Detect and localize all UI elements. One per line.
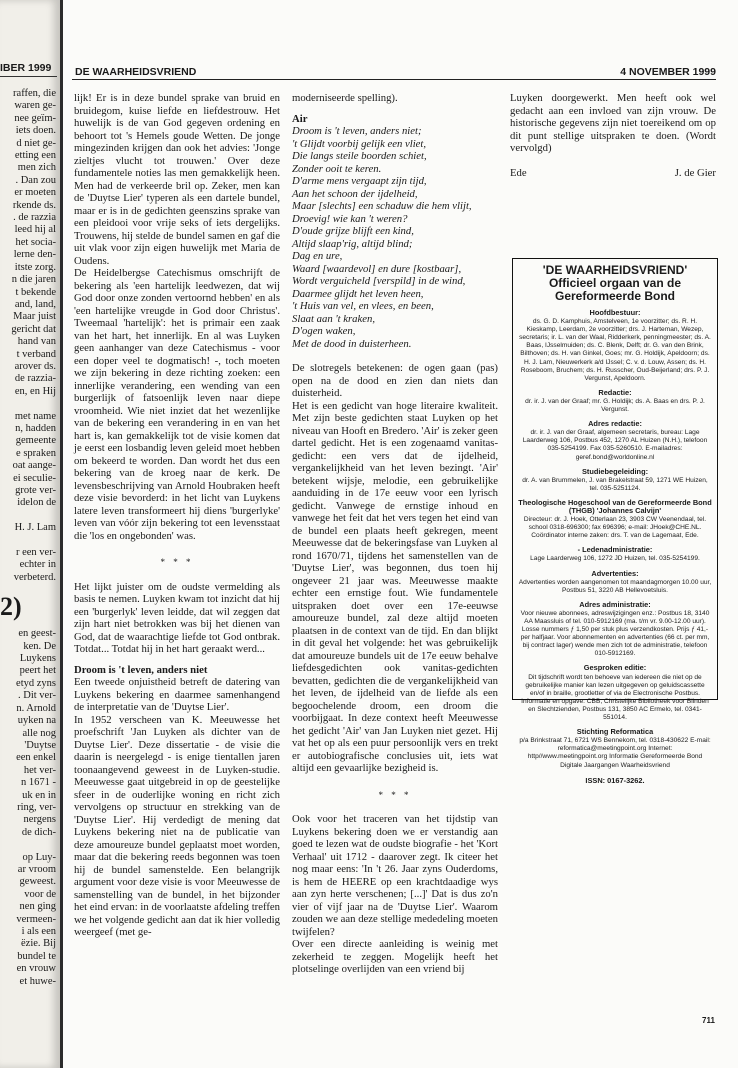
colophon-title [513, 264, 717, 303]
colophon-section-heading: Gesproken editie: [583, 663, 647, 673]
previous-page-line: ken. De [23, 640, 56, 652]
previous-page-line: oat aange- [12, 460, 56, 472]
paragraph: lijk! Er is in deze bundel sprake van bruid en bruidegom, kuise liefde en liefdestrouw. Het huwelijk is de van God gegeven ordening en behoort tot 's Hemels goude Wetten. De jonge mingezinden krijgen dan ook het advies: 'Jonge zieltjes vlucht tot trouwen.' Over deze fundamentele noties las men gemakkelijk heen. Men had de verkeerde bril op. Zeker, men kan de 'Duytse Lier' typeren als een dartele bundel, maar er is in de gedichten geenszins sprake van een pleidooi voor vrije seks of iets dergelijks. Trouwens, hij stelde de bundel samen en gaf die uit vlak voor zijn eigen huwelijk met Maria de Oudens. [74, 92, 280, 267]
previous-page-line: t bekende [15, 286, 56, 298]
previous-page-line: idelon de [17, 497, 56, 509]
poem-line: Met de dood in duisterheen. [292, 337, 412, 350]
previous-page-line: vermeen- [16, 913, 56, 925]
colophon-body [513, 309, 717, 785]
previous-page-line: geweest. [19, 876, 56, 888]
paragraph: De slotregels betekenen: de ogen gaan (pas) open na de dood en zien dan niets dan duisterheid. [292, 362, 498, 399]
paragraph: moderniseerde spelling). [292, 92, 398, 104]
colophon-section-text: dr. A. van Brummelen, J. van Brakelstraat 59, 1271 WE Huizen, tel. 035-5251124. [522, 476, 708, 492]
previous-page-line [0, 839, 56, 851]
previous-page-line: d niet ge- [16, 137, 56, 149]
poem-line: Zonder ooit te keren. [292, 162, 382, 175]
subheading: Droom is 't leven, anders niet [74, 663, 208, 676]
poem-line: Maar [slechts] een schaduw die hem vlijt, [292, 200, 472, 212]
column-2 [292, 92, 498, 976]
previous-page-heading: 2) [0, 592, 22, 622]
colophon-title-line2: Officieel orgaan van de Gereformeerde Bond [548, 276, 682, 303]
previous-page-line: de dich- [21, 826, 56, 838]
previous-page-line [0, 398, 56, 410]
previous-page-line [0, 510, 56, 522]
previous-page-line: men zich [17, 162, 56, 174]
previous-page-line: het socia- [15, 236, 56, 248]
poem-line: D'oude grijze blijft een kind, [292, 225, 414, 237]
previous-page-line: Maar juist [13, 311, 56, 323]
previous-page-line: bundel te [17, 950, 56, 962]
colophon-section-text: Lage Laarderweg 106, 1272 JD Huizen, tel. 035-5254199. [530, 555, 700, 563]
previous-page-line: etting een [14, 150, 56, 162]
previous-page-line: grote ver- [15, 485, 56, 496]
page-header [72, 63, 716, 80]
poem-line: Die langs steile boorden schiet, [292, 150, 427, 162]
paragraph: In 1952 verscheen van K. Meeuwesse het proefschrift 'Jan Luyken als dichter van de Duytse Lier'. Deze dissertatie - de visie die daarin is neergelegd - is enige tientallen jaren toonaangevend geweest in de Luyken-studie. Meeuwesse gaat uitgebreid in op de geestelijke sfeer in de ouderlijke woning en richt zich vervolgens op structuur en strekking van de 'Duytse Lier'. Hij verdedigt de mening dat Luykens bekering niet na de publicatie van deze amoureuze bundel geplaatst moet worden, maar dat die bekering reeds begonnen was toen hij de bundel samenstelde. Een belangrijk argument voor deze visie is voor Meeuwesse de samenstelling van de bundel, in het bijzonder het eind ervan: in de voorlaatste afdeling treffen we het volgende gedicht aan dat ik hier volledig weergeef (met ge- [74, 713, 280, 938]
previous-page-line: peert het [19, 665, 56, 677]
poem-line: 't Huis van vel, en vlees, en been, [292, 300, 434, 312]
previous-page-line: er moeten [14, 187, 56, 199]
paragraph: Het lijkt juister om de oudste vermelding als basis te nemen. Luyken kwam tot inzicht dat hij een 'burgerlyk' leven leidde, dat wil zeggen dat zijn hart niet betrokken was bij het dienen van God, dat de waarachtige liefde tot God ontbrak. Totdat... Totdat hij in het hart geraakt werd... [74, 580, 280, 655]
previous-page-line: lerne den- [13, 249, 56, 261]
previous-page-line: ar vroom [17, 863, 56, 875]
previous-page-line: alle nog [22, 727, 56, 739]
paragraph: Over een directe aanleiding is weinig met zekerheid te zeggen. Mogelijk heeft het plotselinge overlijden van een vriend bij [292, 938, 498, 975]
previous-page-line: n 1671 - [21, 777, 56, 789]
previous-page-line: n die jaren [11, 274, 56, 286]
poem-line: Dag en ure, [292, 250, 343, 262]
previous-page-line: voor de [24, 888, 56, 900]
previous-page-line: het ver- [23, 764, 56, 776]
previous-page-line: op Luy- [22, 851, 56, 863]
previous-page-line: . Dan zou [15, 174, 56, 186]
previous-page-line: iets doen. [15, 125, 56, 137]
paragraph: Ook voor het traceren van het tijdstip van Luykens bekering doen we er verstandig aan goed te lezen wat de oudste biografie - het 'Kort Verhaal' uit 1712 - daarover zegt. Ik citeer het nog maar eens: 'In 't 26. Jaar zyns Ouderdoms, is hem de HEERE op een krachtdaadige wys aan zyn herte verschenen; [...]' Dat is dus zo'n vier of vijf jaar na de 'Duytse Lier'. Waarom zouden we aan deze stellige mededeling moeten twijfelen? [292, 813, 498, 938]
column-1 [74, 92, 280, 939]
previous-page-line: nee geïm- [14, 112, 56, 124]
previous-page-line: een enkel [16, 752, 56, 764]
previous-page-line: uk en in [22, 789, 56, 801]
poem-line: Wordt verguicheld [verspild] in de wind, [292, 275, 466, 287]
previous-page-line: ring, ver- [17, 801, 56, 813]
paragraph: Een tweede onjuistheid betreft de datering van Luykens bekering en daarmee samenhangend de interpretatie van de 'Duytse Lier'. [74, 676, 280, 713]
previous-page-line: nen ging [19, 901, 56, 913]
colophon-section-heading: - Ledenadministratie: [577, 545, 653, 555]
previous-page-line: en, en Hij [14, 385, 56, 397]
colophon-section-text: dr. ir. J. van der Graaf, algemeen secretaris, bureau: Lage Laarderweg 106, Postbus 452, 1270 AL Huizen (N.H.), telefoon 035-5254199. Fax 035-5260510. E-mailadres: geref.bond@worldonline.nl [522, 429, 708, 461]
colophon-title-line1: 'DE WAARHEIDSVRIEND' [542, 263, 688, 277]
previous-page-line: itste zorg. [14, 261, 56, 273]
previous-page-line: . Dit ver- [18, 690, 56, 702]
previous-page-line: 'Duytse [24, 739, 56, 751]
previous-page-line: hand van [17, 336, 56, 348]
issue-date: 4 NOVEMBER 1999 [620, 66, 716, 78]
previous-page-line: n, hadden [15, 422, 56, 434]
poem-line: Daarmee glijdt het leven heen, [292, 287, 424, 300]
previous-page-line: and, land, [14, 298, 56, 310]
signature-place: Ede [510, 166, 527, 179]
previous-page-line: leed hij al [14, 224, 56, 236]
article-signature [510, 167, 716, 180]
colophon-section-heading: Advertenties: [591, 568, 639, 578]
colophon-section-heading: Theologische Hogeschool van de Gereformeerde Bond (THGB) 'Johannes Calvijn' [518, 497, 712, 515]
poem-line: Waard [waardevol] en dure [kostbaar], [292, 262, 462, 275]
colophon-section-heading: Adres redactie: [588, 419, 642, 429]
colophon-section-heading: Redactie: [598, 387, 632, 397]
poem-line: 't Glijdt voorbij gelijk een vliet, [292, 137, 427, 150]
previous-page-line: rkende ds. [12, 199, 56, 211]
paragraph: Het is een gedicht van hoge literaire kwaliteit. Met zijn beste gedichten staat Luyken op het niveau van Hooft en Bredero. 'Air' is zeker geen dartel gedicht. Het is een zogenaamd vanitas-gedicht: een vers dat de ijdelheid, vergankelijkheid van het leven bezingt. 'Air' betekent wijsje, melodie, een gebruikelijke aanduiding in de 17e eeuw voor een lyrisch gedicht. Vanwege de ernstige inhoud en vanwege het feit dat het vers tegen het eind van de bundel een plaats heeft gekregen, meent Meeuwesse dat de bekeringsfase van Luyken al rond 1670/71, tijdens het samenstellen van de 'Duytse Lier', was begonnen, dus toen hij ongeveer 21 jaar was. Meeuwesse maakte echter een ernstige fout. Wie fundamentele uitspraken doet over een 17e-eeuwse amoureuze bundel, zal deze altijd moeten plaatsen in de context van de tijd. En dan blijkt in dit geval het volgende: het was gebruikelijk dat amoureuze bundels uit de 17e eeuw behalve liefdesgedichten ook vanitas-gedichten bevatten, gedichten die de vergankelijkheid van het leven, de ijdelheid van de liefde als een begoochelende droom, een droom die voorbijgaat. In deze context heeft Meeuwesse het gedicht 'Air' van Jan Luyken niet gezet. Hij vat het op als een puur persoonlijk vers en trekt er autobiografische conclusies uit, iets wat altijd een gevaarlijke bezigheid is. [292, 399, 498, 774]
paragraph: Luyken doorgewerkt. Men heeft ook wel gedacht aan een invloed van zijn vrouw. De historische gegevens zijn niet toereikend om op dit punt stellige uitspraken te doen. (Wordt vervolgd) [510, 92, 716, 154]
poem-title: Air [292, 112, 308, 125]
poem-line: D'arme mens vergaapt zijn tijd, [292, 175, 427, 187]
colophon-section-text: Advertenties worden aangenomen tot maandagmorgen 10.00 uur, Postbus 51, 3220 AB Hellevoetsluis. [518, 578, 712, 594]
previous-page-line: arover ds. [14, 360, 56, 372]
poem [292, 125, 498, 350]
issn: ISSN: 0167-3262. [585, 775, 645, 785]
previous-page-line: raffen, die [13, 88, 56, 99]
previous-page-line: etyd zyns [16, 677, 56, 689]
colophon-section-text: ds. G. D. Kamphuis, Amstelveen, 1e voorzitter; ds. R. H. Kieskamp, Leerdam, 2e voorzitter; drs. J. Harteman, Wezep, secretaris; ir. L. van der Waal, Ridderkerk, penningmeester; ds. A. Baas, IJsselmuiden; ds. C. Blenk, Delft; dr. G. van den Brink, Bilthoven; ds. H. van Ginkel, Goes; mr. G. Holdijk, Apeldoorn; ds. H. J. Lam, Nieuwerkerk a/d IJssel; C. v. d. Louw, Assen; ds. H. Roseboom, Bruchem; ds. H. Russcher, Oud-Beijerland; drs. P. J. Vergunst, Apeldoorn. [519, 318, 711, 382]
colophon-section-heading: Studiebegeleiding: [581, 466, 649, 476]
poem-line: Aan het schoon der ijdelheid, [292, 187, 418, 200]
previous-page-text [0, 88, 56, 988]
previous-page-line: gemeente [15, 435, 56, 447]
colophon-section-heading: Hoofdbestuur: [589, 308, 641, 317]
previous-page-line: r een ver- [15, 547, 56, 559]
colophon-section-heading: Adres administratie: [579, 599, 651, 609]
previous-page-line: n. Arnold [16, 702, 56, 714]
previous-page-line: echter in [19, 559, 56, 571]
colophon-section-text: Dit tijdschrift wordt ten behoeve van iedereen die niet op de gebruikelijke manier kan lezen uitgegeven op geluidscassette en/of in braille, grootletter of via de Electronische Postbus. Informatie en opgave: CBB, Christelijke Bibliotheek voor Blinden en Slechtzienden, Postbus 131, 3850 AC Ermelo, tel. 0341-551014. [521, 673, 709, 722]
previous-page-line: de razzia- [14, 373, 56, 385]
colophon-section-heading: Stichting Reformatica [576, 727, 654, 737]
previous-page-line: e spraken [16, 447, 56, 459]
page-number: 711 [702, 1016, 715, 1025]
publication-name: DE WAARHEIDSVRIEND [75, 66, 197, 78]
section-divider: * * * [378, 789, 412, 800]
previous-page-line: waren ge- [14, 100, 56, 112]
colophon-section-text: p/a Brinkstraat 71, 6721 WS Bennekom, tel. 0318-430622 E-mail: reformatica@meetingpoint.org Internet: http//www.meetingpoint.org Informatie Gereformeerde Bond Digitale Jaargangen Waarheidsvriend [519, 737, 711, 769]
previous-page-line: H. J. Lam [14, 522, 56, 534]
previous-page-line: Luykens [19, 653, 56, 665]
previous-page-line: en geest- [18, 628, 56, 640]
previous-page-line: t verband [16, 348, 56, 360]
colophon-section-text: dr. ir. J. van der Graaf; mr. G. Holdijk; ds. A. Baas en drs. P. J. Vergunst. [525, 397, 705, 414]
signature-author: J. de Gier [674, 166, 716, 179]
poem-line: Slaat aan 't kraken, [292, 312, 376, 325]
previous-page-line: verbeterd. [13, 571, 56, 583]
previous-page-line [0, 535, 56, 547]
previous-page-line: . de razzia [13, 212, 56, 224]
previous-page-line: ei seculie- [13, 472, 56, 484]
column-3 [510, 92, 716, 179]
previous-page-line: met name [14, 410, 56, 422]
poem-line: Droom is 't leven, anders niet; [292, 125, 422, 137]
previous-page-line: en vrouw [16, 963, 56, 975]
section-divider: * * * [160, 557, 194, 567]
previous-page-line: et huwe- [19, 975, 56, 987]
poem-line: D'ogen waken, [292, 325, 356, 337]
colophon-section-text: Voor nieuwe abonnees, adreswijzigingen enz.: Postbus 18, 3140 AA Maassluis of tel. 010-5912169 (ma. t/m vr. 9.00-12.00 uur). Losse nummers ƒ 1,50 per stuk plus verzendkosten. Prijs ƒ 41,- per halfjaar. Voor abonnementen en advertenties (66 ct. per mm, bij contract lager) wende men zich tot de administratie, telefoon 010-5912169. [520, 609, 710, 658]
previous-page-line: ëzie. Bij [21, 938, 56, 950]
previous-page-line: gericht dat [11, 323, 56, 335]
poem-line: Droevig! wie kan 't weren? [292, 212, 408, 225]
paragraph: De Heidelbergse Catechismus omschrijft de bekering als 'een hartelijk leedwezen, dat wij God door onze zonden vertoornd hebben' en als 'een hartelijke vreugde in God door Christus'. Tweemaal 'hartelijk': het is primair een zaak van het hart, het innerlijk. En al was Luyken geen aanhanger van deze Catechismus - voor een doper veel te dogmatisch! -, toch moeten we zijn bekering in deze richting zoeken: een innerlijke verandering, een wending van een burgerlijk of fatsoenlijk leven naar diepe vroomheid. Wie niet inziet dat het wezenlijke van de bekering een verandering in en van het hart is, kan gemakkelijk tot de visie komen dat je eerst een losbandig leven geleid moet hebben om bekeerd te worden. Dan wordt het dus een bekering van de kroeg naar de kerk. De levensbeschrijving van Arnold Houbraken heeft deze visie bevorderd: in het licht van Luykens latere leven transformeert hij diens 'burgerlyke' leven van vóór zijn bekering tot een levensstaat die 'los en ongebonden' was. [74, 267, 280, 542]
poem-line: Altijd slaap'rig, altijd blind; [292, 237, 413, 250]
colophon-box [512, 258, 718, 785]
colophon-section-text: Directeur: dr. J. Hoek, Otterlaan 23, 3903 CW Veenendaal, tel. school 0318-696300; fax 696396; e-mail: JHoek@CHE.NL. Coördinator interne zaken: drs. T. van de Lagemaat, Ede. [523, 516, 707, 540]
previous-page-line: i als een [21, 926, 56, 937]
previous-page-header: IBER 1999 [0, 62, 57, 77]
previous-page-line: nergens [23, 814, 56, 826]
previous-page-edge [0, 0, 63, 1068]
previous-page-line: uyken na [17, 715, 56, 727]
